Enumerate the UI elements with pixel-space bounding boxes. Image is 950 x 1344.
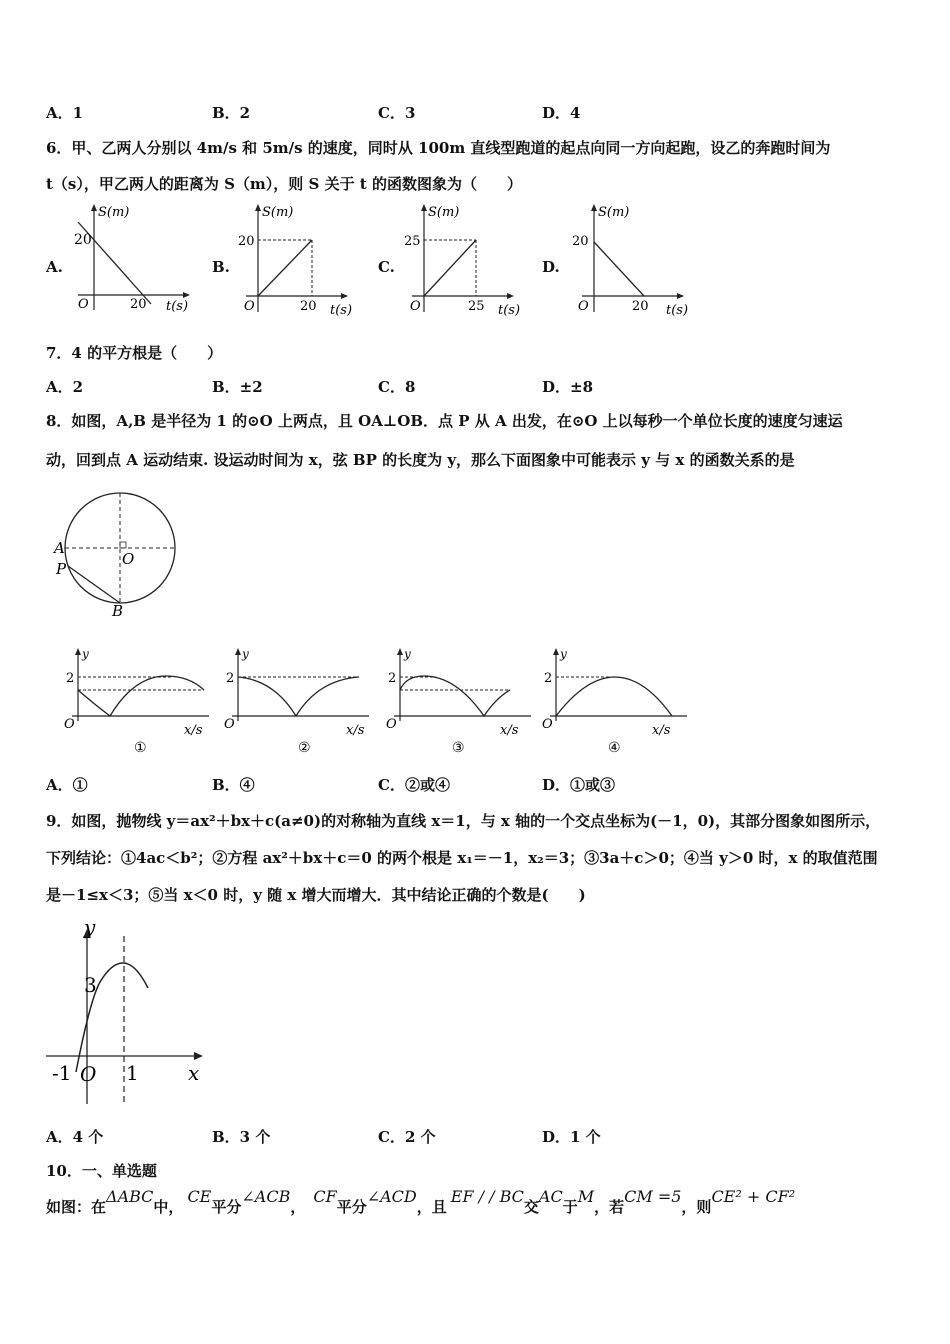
- q8g2-tick: 2: [226, 671, 235, 686]
- q8g2-x-label: x/s: [346, 723, 365, 738]
- q10-math-cf: CF: [313, 1187, 337, 1206]
- q7-option-a: A．2: [46, 378, 84, 396]
- q9-stem-line1: 9．如图，抛物线 y＝ax²＋bx＋c(a≠0)的对称轴为直线 x＝1，与 x 轴的一个交点坐标为(－1，0)，其部分图象如图所示，: [46, 812, 881, 830]
- q10-math-ef-bc: EF / / BC: [450, 1187, 524, 1206]
- q8-graph-3: [376, 646, 536, 758]
- q10-text-2: 平分: [211, 1198, 242, 1216]
- q6a-x-label: t(s): [166, 299, 189, 314]
- q8-circle-figure: [48, 486, 188, 620]
- q9-stem-line2: 下列结论：①4ac＜b²；②方程 ax²＋bx＋c＝0 的两个根是 x₁＝－1，x₂＝3；③3a＋c＞0；④当 y＞0 时，x 的取值范围: [46, 849, 878, 867]
- q7-option-d: D．±8: [542, 378, 594, 396]
- q10-math-ce: CE: [187, 1187, 212, 1206]
- q7-option-c: C．8: [378, 378, 416, 396]
- q8-stem-line1: 8．如图，A,B 是半径为 1 的⊙O 上两点，且 OA⊥OB．点 P 从 A 出发，在⊙O 上以每秒一个单位长度的速度匀速运: [46, 412, 843, 430]
- q10-math-abc: ΔABC: [106, 1187, 154, 1206]
- q9-origin: O: [80, 1062, 97, 1086]
- q8-label-o: O: [122, 550, 135, 568]
- q10-math-acd: ∠ACD: [366, 1187, 417, 1206]
- q8g3-x-label: x/s: [500, 723, 519, 738]
- q9-x-label: x: [188, 1061, 200, 1085]
- q10-math-acb: ∠ACB: [241, 1187, 291, 1206]
- q9-parabola-figure: [40, 914, 220, 1110]
- q6d-x-tick: 20: [632, 299, 649, 314]
- q6-graph-label-a: A.: [46, 258, 63, 276]
- q10-stem: [46, 1187, 796, 1217]
- q10-text-4: 平分: [336, 1198, 367, 1216]
- q8-graph-2: [214, 646, 374, 758]
- q8g3-number: ③: [452, 740, 465, 756]
- q7-option-b: B．±2: [212, 378, 263, 396]
- q6b-y-tick: 20: [238, 234, 255, 249]
- q10-math-ce2-cf2: CE² + CF²: [711, 1187, 796, 1206]
- q6c-origin: O: [410, 299, 421, 314]
- q6c-y-tick: 25: [404, 234, 421, 249]
- q7-stem: 7．4 的平方根是（ ）: [46, 344, 223, 362]
- q9-tick-1: 1: [126, 1061, 139, 1085]
- q9-y-label: y: [84, 915, 96, 939]
- q6d-origin: O: [578, 299, 589, 314]
- q6-graph-label-c: C.: [378, 258, 395, 276]
- q10-math-m: M: [577, 1187, 595, 1206]
- q8-option-b: B．④: [212, 776, 255, 794]
- q8-option-c: C．②或④: [378, 776, 450, 794]
- q8-graph-4: [532, 646, 692, 758]
- q9-tick-neg1: -1: [52, 1061, 72, 1085]
- q8g4-tick: 2: [544, 671, 553, 686]
- q9-option-b: B．3 个: [212, 1128, 271, 1146]
- q8-label-b: B: [112, 602, 124, 620]
- q6c-y-label: S(m): [428, 205, 460, 220]
- q6a-x-tick: 20: [130, 297, 147, 312]
- q10-header: 10．一、单选题: [46, 1162, 157, 1180]
- q9-option-d: D．1 个: [542, 1128, 601, 1146]
- q8g2-number: ②: [298, 740, 311, 756]
- q6d-y-tick: 20: [572, 234, 589, 249]
- q6b-y-label: S(m): [262, 205, 294, 220]
- q8g4-y-label: y: [560, 647, 567, 661]
- q8g1-y-label: y: [82, 647, 89, 661]
- q8g1-x-label: x/s: [184, 723, 203, 738]
- q9-tick-3: 3: [84, 973, 97, 997]
- q8g1-number: ①: [134, 740, 147, 756]
- q6d-x-label: t(s): [666, 303, 689, 318]
- q6-stem-line1: 6．甲、乙两人分别以 4m/s 和 5m/s 的速度，同时从 100m 直线型跑道的起点向同一方向起跑，设乙的奔跑时间为: [46, 139, 831, 157]
- q10-text-8: ，若: [594, 1198, 625, 1216]
- q6b-x-tick: 20: [300, 299, 317, 314]
- q5-option-d: D．4: [542, 104, 581, 122]
- q8g3-tick: 2: [388, 671, 397, 686]
- q8g1-tick: 2: [66, 671, 75, 686]
- q6-graph-b: [232, 200, 358, 320]
- q8-graph-1: [54, 646, 214, 758]
- q6-graph-c: [398, 200, 524, 320]
- q10-text-6: 交: [523, 1198, 539, 1216]
- q8-label-a: A: [54, 539, 65, 557]
- q5-option-a: A．1: [46, 104, 84, 122]
- q10-text-3: ，: [290, 1198, 306, 1216]
- q10-text-5: ，且: [416, 1198, 447, 1216]
- q9-option-c: C．2 个: [378, 1128, 436, 1146]
- q8g3-y-label: y: [404, 647, 411, 661]
- q5-option-c: C．3: [378, 104, 416, 122]
- q6b-x-label: t(s): [330, 303, 353, 318]
- q8g3-origin: O: [386, 717, 397, 732]
- q8g1-origin: O: [64, 717, 75, 732]
- q6d-y-label: S(m): [598, 205, 630, 220]
- q6a-y-label: S(m): [98, 205, 130, 220]
- q10-math-ac: AC: [538, 1187, 563, 1206]
- q6c-x-tick: 25: [468, 299, 485, 314]
- q8g4-origin: O: [542, 717, 553, 732]
- q8-option-d: D．①或③: [542, 776, 616, 794]
- q8-stem-line2: 动，回到点 A 运动结束. 设运动时间为 x，弦 BP 的长度为 y，那么下面图象中可能表示 y 与 x 的函数关系的是: [46, 451, 795, 469]
- q6b-origin: O: [244, 299, 255, 314]
- q10-text-prefix: 如图：在: [46, 1198, 107, 1216]
- q6a-y-tick: 20: [74, 232, 92, 248]
- q6-graph-label-b: B.: [212, 258, 230, 276]
- q6c-x-label: t(s): [498, 303, 521, 318]
- q10-math-cm: CM =5: [624, 1187, 682, 1206]
- q10-text-7: 于: [562, 1198, 578, 1216]
- q6-graph-label-d: D.: [542, 258, 560, 276]
- q6a-origin: O: [78, 297, 89, 312]
- q8g2-y-label: y: [242, 647, 249, 661]
- q6-graph-d: [568, 200, 694, 320]
- q10-text-1: 中，: [153, 1198, 184, 1216]
- q9-option-a: A．4 个: [46, 1128, 104, 1146]
- q5-option-b: B．2: [212, 104, 251, 122]
- q9-stem-line3: 是－1≤x＜3；⑤当 x＜0 时，y 随 x 增大而增大．其中结论正确的个数是( ): [46, 886, 586, 904]
- q8g4-x-label: x/s: [652, 723, 671, 738]
- q8g2-origin: O: [224, 717, 235, 732]
- q8-label-p: P: [56, 560, 67, 578]
- q6-graph-a: [68, 200, 194, 320]
- q6-stem-line2: t（s），甲乙两人的距离为 S（m），则 S 关于 t 的函数图象为（ ）: [46, 175, 522, 193]
- q8g4-number: ④: [608, 740, 621, 756]
- q8-option-a: A．①: [46, 776, 88, 794]
- q10-text-9: ，则: [681, 1198, 712, 1216]
